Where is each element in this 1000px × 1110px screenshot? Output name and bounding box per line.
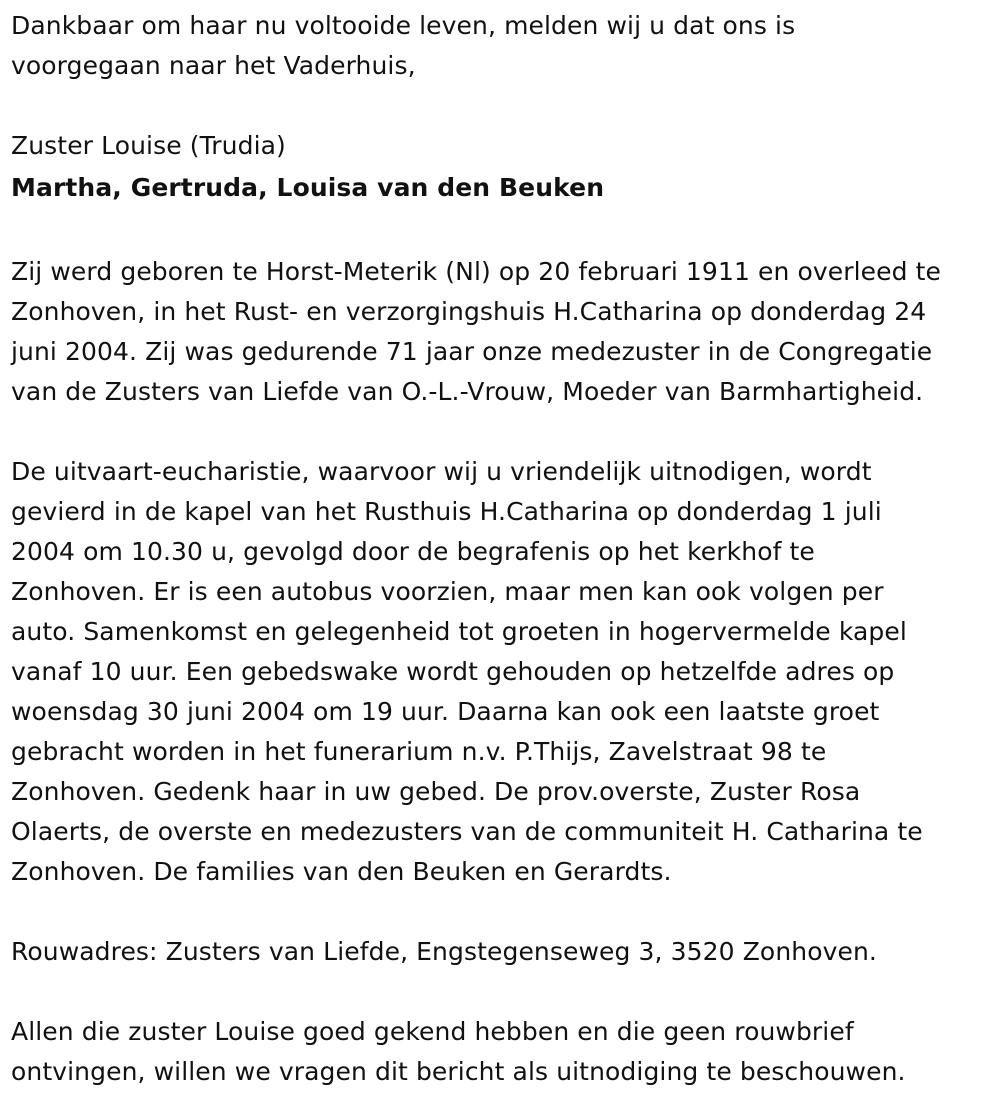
- full-name: Martha, Gertruda, Louisa van den Beuken: [11, 173, 605, 202]
- spacer: [11, 86, 996, 126]
- birth-death-paragraph: Zij werd geboren te Horst-Meterik (Nl) op 20 februari 1911 en overleed te Zonhoven, in het Rust- en verzorgingshuis H.Catharina op donderdag 24 juni 2004. Zij was gedurende 71 jaar onze medezuster in de Congregatie van de Zusters van Liefde van O.-L.-Vrouw, Moeder van Barmhartigheid.: [11, 257, 942, 406]
- spacer: [11, 212, 996, 252]
- religious-name: Zuster Louise (Trudia): [11, 131, 286, 160]
- spacer: [11, 892, 996, 932]
- closing-paragraph: Allen die zuster Louise goed gekend hebben en die geen rouwbrief ontvingen, willen we vragen dit bericht als uitnodiging te beschouwen.: [11, 1017, 906, 1086]
- funeral-paragraph: De uitvaart-eucharistie, waarvoor wij u vriendelijk uitnodigen, wordt gevierd in de kapel van het Rusthuis H.Catharina op donderdag 1 juli 2004 om 10.30 u, gevolgd door de begrafenis op het kerkhof te Zonhoven. Er is een autobus voorzien, maar men kan ook volgen per auto. Samenkomst en gelegenheid tot groeten in hogervermelde kapel vanaf 10 uur. Een gebedswake wordt gehouden op hetzelfde adres op woensdag 30 juni 2004 om 19 uur. Daarna kan ook een laatste groet gebracht worden in het funerarium n.v. P.Thijs, Zavelstraat 98 te Zonhoven. Gedenk haar in uw gebed. De prov.overste, Zuster Rosa Olaerts, de overste en medezusters van de communiteit H. Catharina te Zonhoven. De families van den Beuken en Gerardts.: [11, 457, 923, 886]
- spacer: [11, 412, 996, 452]
- announcement-document: [11, 6, 996, 1092]
- address-paragraph: Rouwadres: Zusters van Liefde, Engstegenseweg 3, 3520 Zonhoven.: [11, 937, 877, 966]
- spacer: [11, 972, 996, 1012]
- intro-paragraph: Dankbaar om haar nu voltooide leven, melden wij u dat ons is voorgegaan naar het Vaderhuis,: [11, 11, 796, 80]
